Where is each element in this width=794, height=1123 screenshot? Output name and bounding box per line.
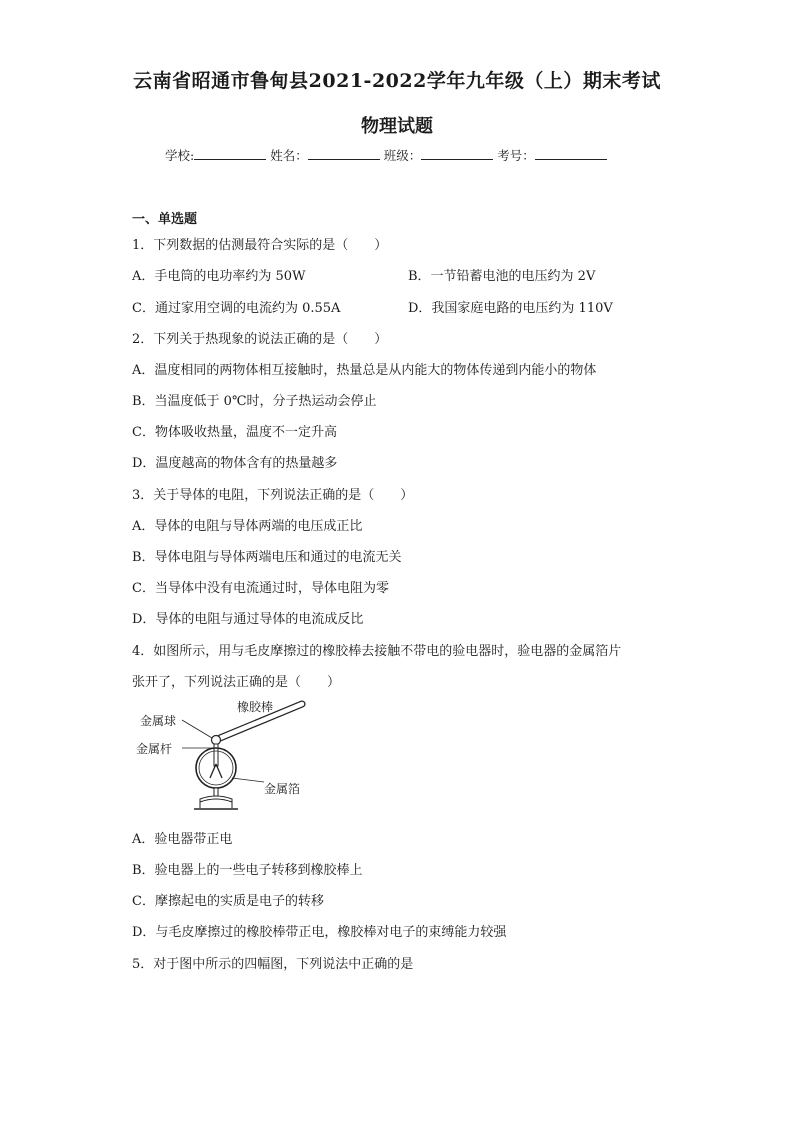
student-info-row bbox=[165, 146, 611, 164]
section-title: 一、单选题 bbox=[132, 212, 198, 227]
q2-option-c: C．物体吸收热量，温度不一定升高 bbox=[132, 425, 337, 440]
q5-stem: 5．对于图中所示的四幅图，下列说法中正确的是 bbox=[132, 957, 414, 972]
q2-option-a: A．温度相同的两物体相互接触时，热量总是从内能大的物体传递到内能小的物体 bbox=[132, 363, 597, 378]
q4-option-d: D．与毛皮摩擦过的橡胶棒带正电，橡胶棒对电子的束缚能力较强 bbox=[132, 925, 507, 940]
q1-option-c: C．通过家用空调的电流约为 0.55A bbox=[132, 301, 341, 316]
q4-stem-line2: 张开了，下列说法正确的是（ ） bbox=[132, 675, 341, 690]
q4-option-a: A．验电器带正电 bbox=[132, 832, 233, 847]
foil-leader-line bbox=[232, 778, 264, 782]
electroscope-base bbox=[194, 788, 238, 809]
class-label: 班级： bbox=[383, 148, 422, 163]
q3-option-c: C．当导体中没有电流通过时，导体电阻为零 bbox=[132, 581, 389, 596]
name-blank[interactable] bbox=[308, 147, 380, 160]
q3-option-d: D．导体的电阻与通过导体的电流成反比 bbox=[132, 612, 364, 627]
metal-foil-label: 金属箔 bbox=[264, 782, 301, 796]
q4-option-c: C．摩擦起电的实质是电子的转移 bbox=[132, 894, 324, 909]
q3-option-b: B．导体电阻与导体两端电压和通过的电流无关 bbox=[132, 550, 402, 565]
school-blank[interactable] bbox=[194, 147, 266, 160]
q3-option-a: A．导体的电阻与导体两端的电压成正比 bbox=[132, 519, 363, 534]
ball-leader-line bbox=[182, 720, 212, 738]
q1-stem: 1．下列数据的估测最符合实际的是（ ） bbox=[132, 238, 388, 253]
q1-option-b: B．一节铅蓄电池的电压约为 2V bbox=[408, 269, 596, 284]
q4-option-b: B．验电器上的一些电子转移到橡胶棒上 bbox=[132, 863, 363, 878]
name-label: 姓名： bbox=[270, 148, 308, 163]
q4-stem-line1: 4．如图所示，用与毛皮摩擦过的橡胶棒去接触不带电的验电器时，验电器的金属箔片 bbox=[132, 644, 622, 659]
exam-title: 云南省昭通市鲁甸县2021-2022学年九年级（上）期末考试 bbox=[133, 70, 661, 92]
q1-option-a: A．手电筒的电功率约为 50W bbox=[132, 269, 306, 284]
q2-stem: 2．下列关于热现象的说法正确的是（ ） bbox=[132, 332, 388, 347]
rubber-rod-label: 橡胶棒 bbox=[237, 700, 274, 714]
q1-option-d: D．我国家庭电路的电压约为 110V bbox=[408, 301, 613, 316]
electroscope-figure bbox=[130, 698, 320, 818]
exam-number-blank[interactable] bbox=[535, 147, 607, 160]
metal-stem-label: 金属杆 bbox=[136, 742, 173, 756]
class-blank[interactable] bbox=[421, 147, 493, 160]
exam-subtitle: 物理试题 bbox=[361, 116, 433, 137]
metal-ball-label: 金属球 bbox=[140, 714, 177, 728]
school-label: 学校: bbox=[165, 148, 195, 163]
metal-ball bbox=[212, 736, 221, 745]
q2-option-b: B．当温度低于 0℃时，分子热运动会停止 bbox=[132, 394, 377, 409]
q2-option-d: D．温度越高的物体含有的热量越多 bbox=[132, 456, 338, 471]
q3-stem: 3．关于导体的电阻，下列说法正确的是（ ） bbox=[132, 488, 414, 503]
exam-number-label: 考号： bbox=[497, 148, 535, 163]
